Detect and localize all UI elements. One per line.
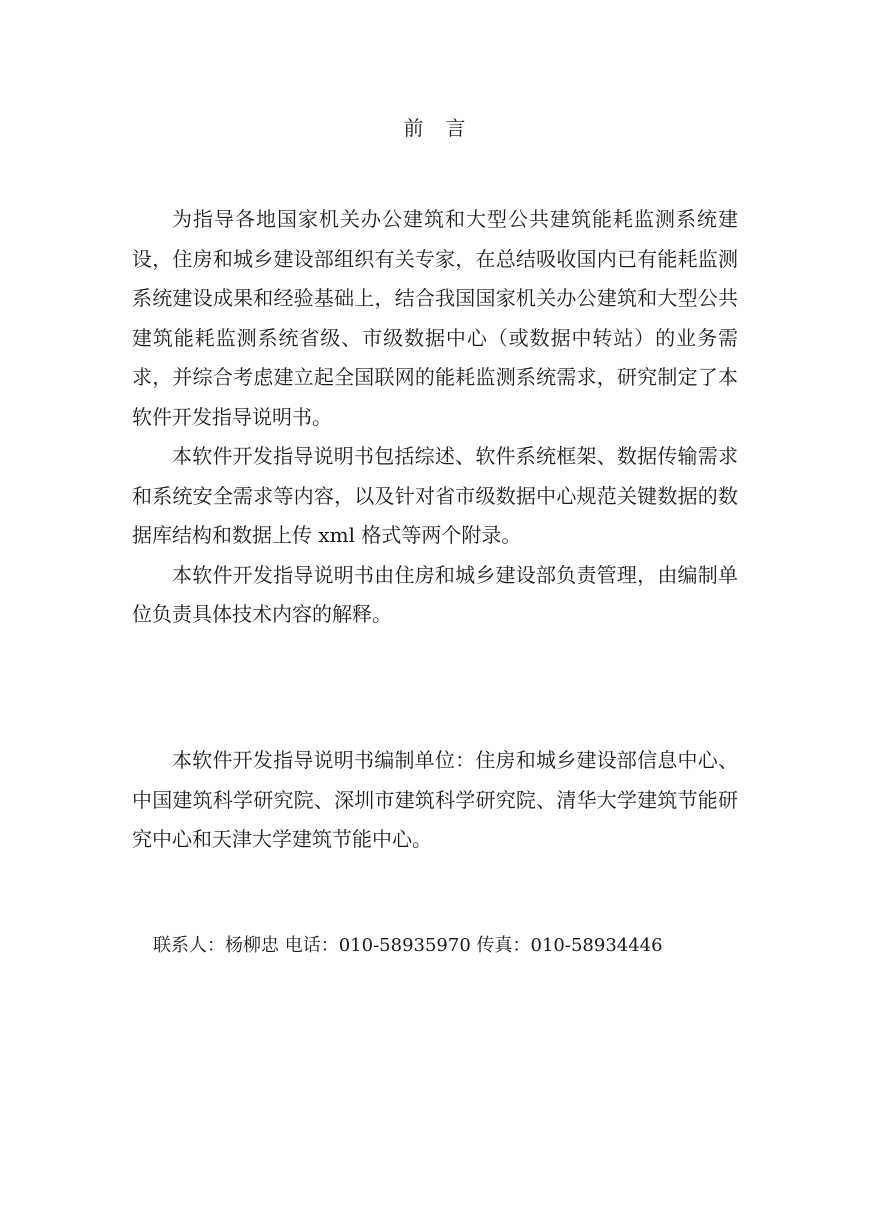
contact-phone-label: 电话：: [284, 935, 339, 956]
contact-line: [153, 928, 773, 964]
paragraph-contents: 本软件开发指导说明书包括综述、软件系统框架、数据传输需求和系统安全需求等内容，以及针对省市级数据中心规范关键数据的数据库结构和数据上传 xml 格式等两个附录。: [132, 444, 738, 547]
compiling-units: [132, 741, 738, 860]
contact-person-label: 联系人：: [153, 935, 225, 956]
paragraph-management: 本软件开发指导说明书由住房和城乡建设部负责管理，由编制单位负责具体技术内容的解释。: [132, 562, 738, 626]
paragraph-units: 本软件开发指导说明书编制单位：住房和城乡建设部信息中心、中国建筑科学研究院、深圳市建筑科学研究院、清华大学建筑节能研究中心和天津大学建筑节能中心。: [132, 748, 738, 851]
preface-body: [132, 200, 738, 635]
contact-phone: 010-58935970: [338, 935, 471, 956]
page-title: 前言: [403, 116, 488, 140]
contact-fax-label: 传真：: [476, 935, 531, 956]
contact-person-name: 杨柳忠: [225, 935, 279, 956]
contact-fax: 010-58934446: [530, 935, 663, 956]
paragraph-purpose: 为指导各地国家机关办公建筑和大型公共建筑能耗监测系统建设，住房和城乡建设部组织有关专家，在总结吸收国内已有能耗监测系统建设成果和经验基础上，结合我国国家机关办公建筑和大型公共建筑能耗监测系统省级、市级数据中心（或数据中转站）的业务需求，并综合考虑建立起全国联网的能耗监测系统需求，研究制定了本软件开发指导说明书。: [132, 207, 738, 429]
